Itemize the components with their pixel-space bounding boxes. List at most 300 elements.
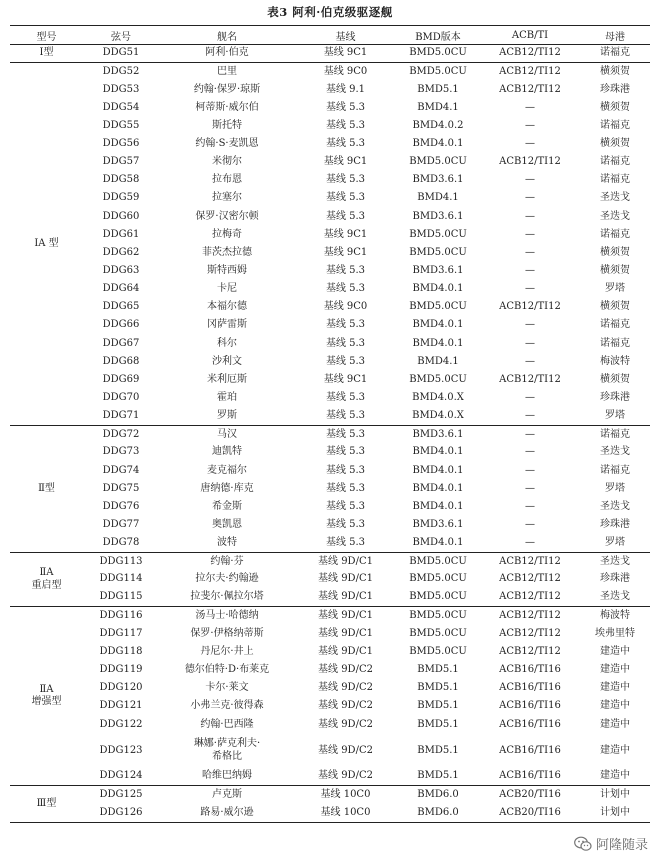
ship-name: 路易·威尔逊: [159, 804, 295, 822]
ship-name: 米彻尔: [212, 156, 242, 168]
bmd-version: BMD5.0CU: [409, 156, 467, 168]
bmd-version: BMD3.6.1: [412, 174, 464, 186]
ship-name: 巴里: [159, 63, 295, 81]
bmd-version: BMD5.0CU: [396, 552, 480, 570]
homeport: 建造中: [600, 744, 630, 756]
header-row: [10, 26, 650, 45]
acb-ti: —: [525, 464, 535, 476]
homeport: 诺福克: [600, 174, 630, 186]
ship-name: 保罗·汉密尔顿: [195, 210, 259, 222]
baseline: 基线 10C0: [295, 804, 396, 822]
homeport: 珍珠港: [600, 83, 630, 95]
baseline: 基线 9C1: [323, 373, 368, 385]
bmd-version: BMD5.0CU: [396, 607, 480, 625]
table-row: [10, 698, 650, 716]
ship-name: 菲茨杰拉德: [202, 246, 252, 258]
acb-ti: ACB20/TI16: [480, 786, 580, 804]
table-body: [10, 45, 650, 823]
homeport: 梅波特: [600, 355, 630, 367]
hull-number: DDG68: [102, 355, 140, 367]
table-row: [10, 444, 650, 462]
header-baseline: 基线: [295, 26, 396, 45]
table-row: [10, 208, 650, 226]
hull-number: DDG67: [102, 337, 140, 349]
homeport: 诺福克: [580, 425, 650, 443]
ship-name: 波特: [217, 536, 237, 548]
table-row: [10, 534, 650, 552]
hull-number: DDG70: [102, 391, 140, 403]
baseline: 基线 5.3: [325, 391, 366, 403]
ship-name: 约翰·保罗·琼斯: [193, 83, 261, 95]
ship-name: 德尔伯特·D·布莱克: [184, 664, 270, 676]
table-row: [10, 734, 650, 768]
hull-number: DDG124: [99, 770, 143, 782]
homeport: 建造中: [600, 664, 630, 676]
hull-number: DDG125: [83, 786, 159, 804]
bmd-version: BMD4.1: [417, 355, 459, 367]
homeport: 横须贺: [600, 138, 630, 150]
ship-name: 卢克斯: [159, 786, 295, 804]
bmd-version: BMD5.1: [417, 700, 459, 712]
hull-number: DDG74: [102, 464, 140, 476]
hull-number: DDG123: [99, 744, 143, 756]
acb-ti: ACB12/TI12: [499, 373, 561, 385]
baseline: 基线 5.3: [325, 518, 366, 530]
baseline: 基线 5.3: [325, 319, 366, 331]
bmd-version: BMD4.0.1: [412, 536, 464, 548]
homeport: 建造中: [600, 700, 630, 712]
table-row: [10, 407, 650, 425]
baseline: 基线 9D/C1: [295, 552, 396, 570]
bmd-version: BMD5.1: [417, 770, 459, 782]
hull-number: DDG113: [83, 552, 159, 570]
homeport: 珍珠港: [600, 391, 630, 403]
ship-name: 琳娜·萨克利夫· 希格比: [193, 738, 261, 762]
table-row: [10, 317, 650, 335]
baseline: 基线 9D/C2: [318, 744, 373, 756]
wechat-icon: [574, 836, 592, 852]
ship-type: Ⅱ型: [10, 425, 83, 552]
header-homeport: 母港: [580, 26, 650, 45]
acb-ti: —: [525, 337, 535, 349]
ship-name: 阿利·伯克: [205, 47, 249, 59]
baseline: 基线 9C0: [323, 301, 368, 313]
baseline: 基线 5.3: [325, 536, 366, 548]
bmd-version: BMD4.0.1: [412, 319, 464, 331]
header-hull: 弦号: [83, 26, 159, 45]
hull-number: DDG59: [102, 192, 140, 204]
hull-number: DDG122: [99, 718, 143, 730]
acb-ti: —: [525, 482, 535, 494]
hull-number: DDG118: [99, 645, 143, 657]
baseline: 基线 5.3: [325, 409, 366, 421]
homeport: 建造中: [600, 645, 630, 657]
ship-name: 约翰·芬: [159, 552, 295, 570]
homeport: 横须贺: [600, 301, 630, 313]
bmd-version: BMD4.0.1: [412, 500, 464, 512]
ship-name: 斯托特: [212, 119, 242, 131]
baseline: 基线 9D/C1: [318, 627, 373, 639]
ship-name: 汤马士·哈德纳: [159, 607, 295, 625]
acb-ti: ACB16/TI16: [499, 664, 561, 676]
hull-number: DDG114: [99, 573, 143, 585]
table-row: [10, 768, 650, 786]
ship-name: 约翰·巴西隆: [200, 718, 254, 730]
ship-type: ⅠA 型: [10, 63, 83, 426]
acb-ti: ACB12/TI12: [480, 607, 580, 625]
baseline: 基线 5.3: [325, 500, 366, 512]
acb-ti: ACB16/TI16: [499, 700, 561, 712]
header-bmd: BMD版本: [396, 26, 480, 45]
acb-ti: ACB12/TI12: [499, 627, 561, 639]
watermark-text: 阿隆随录: [595, 838, 648, 853]
hull-number: DDG119: [99, 664, 143, 676]
hull-number: DDG75: [102, 482, 140, 494]
acb-ti: —: [525, 319, 535, 331]
baseline: 基线 9.1: [325, 83, 366, 95]
acb-ti: ACB12/TI12: [480, 63, 580, 81]
baseline: 基线 5.3: [325, 446, 366, 458]
table-row: [10, 298, 650, 316]
bmd-version: BMD4.0.X: [412, 409, 464, 421]
ship-name: 科尔: [217, 337, 237, 349]
table-row: [10, 571, 650, 589]
acb-ti: —: [525, 409, 535, 421]
homeport: 罗塔: [605, 482, 625, 494]
hull-number: DDG117: [99, 627, 143, 639]
ship-type: ⅡA 增强型: [10, 607, 83, 786]
hull-number: DDG115: [99, 591, 143, 603]
table-row: [10, 244, 650, 262]
bmd-version: BMD5.0CU: [409, 627, 467, 639]
ship-type: Ⅰ型: [39, 47, 54, 59]
table-row: [10, 371, 650, 389]
homeport: 横须贺: [580, 63, 650, 81]
table-row: [10, 45, 650, 63]
table-row: [10, 117, 650, 135]
hull-number: DDG73: [102, 446, 140, 458]
homeport: 圣迭戈: [580, 552, 650, 570]
homeport: 圣迭戈: [600, 210, 630, 222]
acb-ti: ACB16/TI16: [499, 718, 561, 730]
table-row: [10, 335, 650, 353]
ship-name: 奥凯恩: [212, 518, 242, 530]
table-row: [10, 480, 650, 498]
baseline: 基线 9D/C1: [318, 591, 373, 603]
hull-number: DDG52: [83, 63, 159, 81]
ship-name: 希金斯: [212, 500, 242, 512]
acb-ti: —: [480, 425, 580, 443]
baseline: 基线 9C1: [323, 246, 368, 258]
ship-name: 本福尔德: [207, 301, 247, 313]
ship-name: 斯特西姆: [207, 265, 247, 276]
table-row: [10, 226, 650, 244]
homeport: 珍珠港: [600, 573, 630, 585]
baseline: 基线 9C1: [323, 228, 368, 240]
homeport: 建造中: [600, 682, 630, 694]
acb-ti: ACB16/TI16: [499, 744, 561, 756]
table-row: [10, 99, 650, 117]
homeport: 横须贺: [600, 101, 630, 113]
hull-number: DDG77: [102, 518, 140, 530]
ship-name: 小弗兰克·彼得森: [190, 700, 264, 712]
acb-ti: ACB20/TI16: [480, 804, 580, 822]
homeport: 横须贺: [600, 373, 630, 385]
table-row: [10, 389, 650, 407]
bmd-version: BMD5.0CU: [409, 573, 467, 585]
homeport: 梅波特: [580, 607, 650, 625]
hull-number: DDG121: [99, 700, 143, 712]
baseline: 基线 5.3: [325, 482, 366, 494]
table-row: [10, 516, 650, 534]
table-row: [10, 625, 650, 643]
homeport: 圣迭戈: [600, 591, 630, 603]
bmd-version: BMD5.0CU: [409, 246, 467, 258]
ship-name: 卡尼: [217, 283, 237, 295]
table-row: [10, 135, 650, 153]
table-row: [10, 804, 650, 822]
table-row: [10, 661, 650, 679]
hull-number: DDG61: [102, 228, 140, 240]
ship-name: 卡尔·莱文: [205, 682, 249, 694]
baseline: 基线 5.3: [325, 283, 366, 295]
table-row: [10, 786, 650, 804]
homeport: 诺福克: [600, 119, 630, 131]
table-title: 表3 阿利·伯克级驱逐舰: [267, 5, 393, 19]
baseline: 基线 10C0: [295, 786, 396, 804]
homeport: 埃弗里特: [595, 627, 635, 639]
bmd-version: BMD6.0: [396, 804, 480, 822]
baseline: 基线 5.3: [325, 192, 366, 204]
table-row: [10, 171, 650, 189]
homeport: 诺福克: [600, 47, 630, 59]
destroyer-table: [10, 25, 650, 823]
hull-number: DDG51: [102, 47, 140, 59]
acb-ti: —: [525, 210, 535, 222]
homeport: 诺福克: [600, 464, 630, 476]
ship-name: 沙利文: [212, 355, 242, 367]
baseline: 基线 5.3: [325, 138, 366, 150]
acb-ti: —: [525, 518, 535, 530]
table-row: [10, 280, 650, 298]
acb-ti: ACB12/TI12: [499, 156, 561, 168]
bmd-version: BMD3.6.1: [412, 210, 464, 222]
bmd-version: BMD6.0: [396, 786, 480, 804]
table-row: [10, 716, 650, 734]
baseline: 基线 9D/C2: [318, 682, 373, 694]
baseline: 基线 9D/C1: [318, 573, 373, 585]
acb-ti: —: [525, 246, 535, 258]
baseline: 基线 9C1: [323, 156, 368, 168]
hull-number: DDG69: [102, 373, 140, 385]
baseline: 基线 5.3: [325, 119, 366, 131]
hull-number: DDG78: [102, 536, 140, 548]
acb-ti: —: [525, 536, 535, 548]
hull-number: DDG60: [102, 210, 140, 222]
bmd-version: BMD5.0CU: [409, 301, 467, 313]
ship-name: 唐纳德·库克: [200, 482, 254, 494]
acb-ti: ACB12/TI12: [499, 645, 561, 657]
bmd-version: BMD5.0CU: [409, 373, 467, 385]
hull-number: DDG55: [102, 119, 140, 131]
baseline: 基线 5.3: [325, 464, 366, 476]
ship-name: 丹尼尔·井上: [200, 645, 254, 657]
baseline: 基线 5.3: [325, 210, 366, 222]
header-acb: ACB/TI: [480, 26, 580, 45]
hull-number: DDG120: [99, 682, 143, 694]
baseline: 基线 5.3: [325, 174, 366, 186]
homeport: 圣迭戈: [600, 446, 630, 458]
hull-number: DDG72: [83, 425, 159, 443]
ship-name: 拉梅奇: [212, 228, 242, 240]
watermark: [574, 834, 648, 853]
acb-ti: ACB12/TI12: [480, 552, 580, 570]
ship-name: 麦克福尔: [207, 464, 247, 476]
bmd-version: BMD4.0.X: [412, 391, 464, 403]
ship-name: 拉布恩: [212, 174, 242, 186]
bmd-version: BMD5.1: [417, 83, 459, 95]
hull-number: DDG65: [102, 301, 140, 313]
table-row: [10, 498, 650, 516]
acb-ti: —: [525, 355, 535, 367]
bmd-version: BMD5.0CU: [409, 228, 467, 240]
bmd-version: BMD3.6.1: [396, 425, 480, 443]
ship-name: 冈萨雷斯: [207, 319, 247, 331]
acb-ti: —: [525, 174, 535, 186]
table-row: [10, 353, 650, 371]
baseline: 基线 5.3: [295, 425, 396, 443]
table-row: [10, 81, 650, 99]
homeport: 计划中: [580, 786, 650, 804]
acb-ti: —: [525, 138, 535, 150]
acb-ti: ACB12/TI12: [499, 47, 561, 59]
header-type: 型号: [10, 26, 83, 45]
acb-ti: —: [525, 391, 535, 403]
acb-ti: —: [525, 228, 535, 240]
ship-name: 迪凯特: [212, 446, 242, 458]
table-row: [10, 462, 650, 480]
hull-number: DDG56: [102, 138, 140, 150]
bmd-version: BMD4.0.2: [412, 119, 464, 131]
acb-ti: —: [525, 119, 535, 131]
acb-ti: —: [525, 192, 535, 204]
hull-number: DDG64: [102, 283, 140, 295]
ship-name: 约翰·S·麦凯恩: [195, 138, 259, 150]
hull-number: DDG53: [102, 83, 140, 95]
bmd-version: BMD5.0CU: [396, 63, 480, 81]
bmd-version: BMD5.0CU: [409, 645, 467, 657]
bmd-version: BMD4.0.1: [412, 446, 464, 458]
baseline: 基线 9D/C2: [318, 700, 373, 712]
bmd-version: BMD4.0.1: [412, 138, 464, 150]
baseline: 基线 9C1: [323, 47, 368, 59]
bmd-version: BMD4.0.1: [412, 464, 464, 476]
bmd-version: BMD5.0CU: [409, 47, 467, 59]
bmd-version: BMD5.0CU: [409, 591, 467, 603]
baseline: 基线 9D/C1: [318, 645, 373, 657]
bmd-version: BMD4.1: [417, 101, 459, 113]
ship-type: Ⅲ型: [10, 786, 83, 822]
homeport: 横须贺: [600, 265, 630, 276]
baseline: 基线 5.3: [325, 265, 366, 276]
bmd-version: BMD3.6.1: [412, 518, 464, 530]
homeport: 横须贺: [600, 246, 630, 258]
ship-name: 罗斯: [217, 409, 237, 421]
header-name: 舰名: [159, 26, 295, 45]
baseline: 基线 5.3: [325, 355, 366, 367]
ship-name: 哈维巴纳姆: [202, 770, 252, 782]
homeport: 建造中: [600, 718, 630, 730]
baseline: 基线 9C0: [295, 63, 396, 81]
baseline: 基线 9D/C2: [318, 718, 373, 730]
acb-ti: ACB12/TI12: [499, 591, 561, 603]
bmd-version: BMD5.1: [417, 718, 459, 730]
bmd-version: BMD4.0.1: [412, 283, 464, 295]
baseline: 基线 5.3: [325, 337, 366, 349]
table-row: [10, 262, 650, 280]
table-row: [10, 63, 650, 81]
ship-name: 保罗·伊格纳蒂斯: [190, 627, 264, 639]
ship-name: 拉斐尔·佩拉尔塔: [190, 591, 264, 603]
acb-ti: ACB12/TI12: [499, 83, 561, 95]
baseline: 基线 9D/C2: [318, 770, 373, 782]
bmd-version: BMD5.1: [417, 664, 459, 676]
acb-ti: —: [525, 283, 535, 295]
bmd-version: BMD3.6.1: [412, 265, 464, 276]
homeport: 圣迭戈: [600, 192, 630, 204]
homeport: 建造中: [600, 770, 630, 782]
homeport: 罗塔: [605, 536, 625, 548]
bmd-version: BMD4.1: [417, 192, 459, 204]
homeport: 圣迭戈: [600, 500, 630, 512]
hull-number: DDG126: [83, 804, 159, 822]
baseline: 基线 9D/C2: [318, 664, 373, 676]
hull-number: DDG57: [102, 156, 140, 168]
table-row: [10, 589, 650, 607]
homeport: 罗塔: [605, 409, 625, 421]
bmd-version: BMD4.0.1: [412, 482, 464, 494]
bmd-version: BMD4.0.1: [412, 337, 464, 349]
ship-name: 拉尔夫·约翰逊: [195, 573, 259, 585]
hull-number: DDG58: [102, 174, 140, 186]
table-row: [10, 153, 650, 171]
ship-name: 马汉: [159, 425, 295, 443]
baseline: 基线 9D/C1: [295, 607, 396, 625]
ship-name: 柯蒂斯·威尔伯: [195, 101, 259, 113]
acb-ti: —: [525, 265, 535, 276]
table-row: [10, 643, 650, 661]
acb-ti: ACB16/TI16: [499, 770, 561, 782]
hull-number: DDG66: [102, 319, 140, 331]
table-row: [10, 552, 650, 570]
bmd-version: BMD5.1: [417, 744, 459, 756]
homeport: 诺福克: [600, 319, 630, 331]
bmd-version: BMD5.1: [417, 682, 459, 694]
ship-name: 拉塞尔: [212, 192, 242, 204]
table-row: [10, 190, 650, 208]
acb-ti: ACB12/TI12: [499, 573, 561, 585]
ship-name: 米利厄斯: [207, 373, 247, 385]
table-row: [10, 679, 650, 697]
homeport: 诺福克: [600, 228, 630, 240]
homeport: 计划中: [580, 804, 650, 822]
hull-number: DDG54: [102, 101, 140, 113]
hull-number: DDG116: [83, 607, 159, 625]
acb-ti: —: [525, 101, 535, 113]
ship-type: ⅡA 重启型: [10, 552, 83, 606]
acb-ti: ACB16/TI16: [499, 682, 561, 694]
acb-ti: —: [525, 446, 535, 458]
